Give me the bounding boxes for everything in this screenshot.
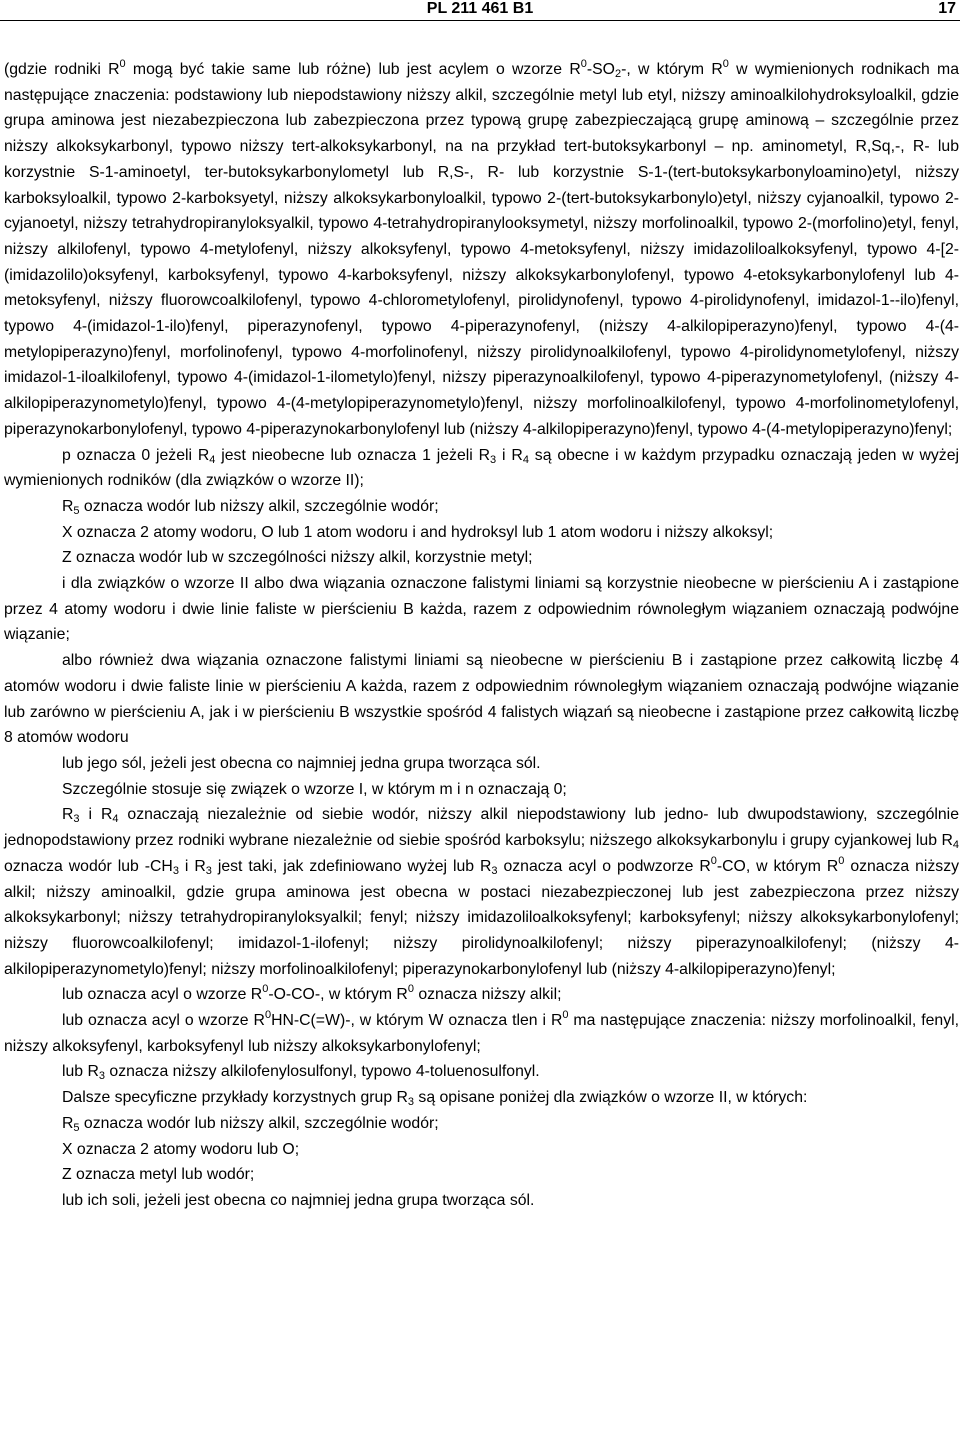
- text-run: lub oznacza acyl o wzorze R: [62, 1012, 265, 1030]
- subscript: 3: [491, 864, 498, 877]
- superscript: 0: [119, 58, 126, 70]
- subscript: 3: [73, 813, 80, 826]
- text-run: są opisane poniżej dla związków o wzorze II, w których:: [414, 1089, 808, 1107]
- subscript: 3: [407, 1096, 415, 1109]
- paragraph-p13: [4, 1059, 959, 1085]
- superscript: 0: [562, 1009, 569, 1022]
- text-run: R: [62, 497, 74, 515]
- page-header: [0, 0, 960, 22]
- paragraph-p4: [4, 520, 959, 546]
- subscript: 3: [172, 864, 179, 877]
- text-run: Z oznacza metyl lub wodór;: [62, 1166, 255, 1184]
- subscript: 4: [952, 839, 959, 852]
- text-run: HN-C(=W)-, w którym W oznacza tlen i R: [271, 1012, 563, 1030]
- header-rule: [0, 20, 960, 21]
- text-run: -CO, w którym R: [716, 857, 839, 875]
- text-run: -SO: [586, 61, 615, 78]
- superscript: 0: [710, 854, 717, 867]
- text-run: i R: [496, 446, 523, 464]
- subscript: 4: [209, 453, 216, 466]
- paragraph-p18: [4, 1188, 959, 1214]
- paragraph-p3: [4, 494, 959, 520]
- paragraph-p8: [4, 751, 959, 777]
- subscript: 3: [490, 453, 497, 466]
- text-run: w wymienionych rodnikach ma następujące znaczenia: podstawiony lub niepodstawiony niższy alkil, szczególnie metyl lub etyl, niższy aminoalkilohydroksyloalkil, gdzie grupa aminowa jest niezabezpieczona lub zabezpieczona przez typową grupę zabezpieczającą grupę aminową – szczególnie przez niższy alkoksykarbonyl, typowo niższy tert-alkoksykarbonyl, na na przykład tert-butoksykarbonyl – np. aminometyl, R,Sq,-, R- lub korzystnie S-1-aminoetyl, ter-butoksykarbonylometyl lub R,S-, R- lub korzystnie S-1-(tert-butoksykarbonyloamino)etyl, niższy karboksyloalkil, typowo 2-karboksyetyl, niższy alkoksykarbonyloalkil, typowo 2-(tert-butoksykarbonylo)etyl, niższy cyjanoalkil, typowo 2-cyjanoetyl, niższy tetrahydropiranyloksyalkil, typowo 4-tetrahydropiranylooksymetyl, niższy morfolinoalkil, typowo 2-(morfolino)etyl, fenyl, niższy alkilofenyl, typowo 4-metylofenyl, niższy alkoksyfenyl, typowo 4-metoksyfenyl, niższy imidazoliloalkoksyfenyl, typowo 4-[2-(imidazolilo)oksyfenyl, karboksyfenyl, typowo 4-karboksyfenyl, niższy alkoksykarbonylofenyl, typowo 4-etoksykarbonylofenyl lub 4-metoksyfenyl, niższy fluorowcoalkilofenyl, typowo 4-chlorometylofenyl, pirolidynofenyl, typowo 4-pirolidynofenyl, imidazol-1--ilo)fenyl, typowo 4-(imidazol-1-ilo)fenyl, piperazynofenyl, typowo 4-piperazynofenyl, (niższy 4-alkilopiperazyno)fenyl, typowo 4-(4-metylopiperazyno)fenyl, morfolinofenyl, typowo 4-morfolinofenyl, niższy pirolidynoalkilofenyl, typowo 4-pirolidynometylofenyl, niższy imidazol-1-iloalkilofenyl, typowo 4-(imidazol-1-ilometylo)fenyl, niższy piperazynoalkilofenyl, typowo 4-piperazynometylofenyl, (niższy 4-alkilopiperazynometylo)fenyl, typowo 4-(4-metylopiperazynometylo)fenyl, niższy morfolinoalkilofenyl, typowo 4-morfolinometylofenyl, piperazynokarbonylofenyl, typowo 4-piperazynokarbonylofenyl lub (niższy 4-alkilopiperazyno)fenyl, typowo 4-(4-metylopiperazyno)fenyl;: [4, 61, 960, 438]
- text-run: jest taki, jak zdefiniowano wyżej lub R: [211, 857, 492, 875]
- paragraph-p14: [4, 1085, 959, 1111]
- subscript: 2: [614, 68, 622, 80]
- superscript: 0: [262, 983, 269, 996]
- text-run: oznacza niższy alkil;: [413, 986, 562, 1004]
- paragraph-p5: [4, 545, 959, 571]
- paragraph-p16: [4, 1137, 959, 1163]
- text-run: oznacza niższy alkil; niższy aminoalkil, gdzie grupa aminowa jest obecna w postaci niezabezpieczonej lub jest zabezpieczona przez niższy alkoksykarbonyl; niższy tetrahydropiranyloksyalkil; fenyl; niższy imidazoliloalkoksyfenyl; karboksyfenyl; niższy alkoksykarbonylofenyl; niższy fluorowcoalkilofenyl; imidazol-1-ilofenyl; niższy pirolidynoalkilofenyl; niższy piperazynoalkilofenyl; (niższy 4-alkilopiperazynometylo)fenyl; niższy morfolinoalkilofenyl; piperazynokarbonylofenyl lub (niższy 4-alkilopiperazyno)fenyl;: [4, 857, 959, 978]
- text-run: -, w którym R: [621, 61, 723, 78]
- text-run: oznacza wodór lub niższy alkil, szczególnie wodór;: [79, 1114, 439, 1132]
- text-run: i R: [178, 857, 206, 875]
- paragraph-p9: [4, 777, 959, 803]
- text-run: albo również dwa wiązania oznaczone falistymi liniami są nieobecne w pierścieniu B i zastąpione przez całkowitą liczbę 4 atomów wodoru i dwie faliste linie w pierścieniu A każda, razem z odpowiednim równoległym wiązaniem oznaczają podwójne wiązanie lub zarówno w pierścieniu A, jak i w pierścieniu B wszystkie spośród 4 falistych wiązań są nieobecne i zastąpione przez całkowitą liczbę 8 atomów wodoru: [4, 652, 959, 747]
- text-run: lub jego sól, jeżeli jest obecna co najmniej jedna grupa tworząca sól.: [62, 754, 541, 772]
- subscript: 4: [522, 453, 529, 466]
- subscript: 3: [98, 1070, 106, 1083]
- superscript: 0: [264, 1009, 272, 1022]
- text-run: oznacza niższy alkilofenylosulfonyl, typowo 4-toluenosulfonyl.: [105, 1063, 540, 1081]
- subscript: 5: [73, 1121, 80, 1134]
- paragraph-p7: [4, 648, 959, 751]
- text-run: oznaczają niezależnie od siebie wodór, niższy alkil niepodstawiony lub jedno- lub dwupodstawiony, szczególnie jednopodstawiony przez rodniki wybrane niezależnie od siebie spośród karboksylu; niższego alkoksykarbonylu i grupy cyjankowej lub R: [4, 806, 959, 850]
- superscript: 0: [407, 983, 414, 996]
- paragraph-p11: [4, 982, 959, 1008]
- paragraph-p2: [4, 443, 959, 494]
- paragraph-p17: [4, 1162, 959, 1188]
- text-run: Dalsze specyficzne przykłady korzystnych grup R: [62, 1089, 408, 1107]
- document-body: [4, 57, 959, 1214]
- subscript: 4: [112, 813, 119, 826]
- text-run: X oznacza 2 atomy wodoru lub O;: [62, 1140, 300, 1158]
- text-run: p oznacza 0 jeżeli R: [62, 446, 210, 464]
- text-run: R: [62, 1114, 74, 1132]
- text-run: R: [62, 806, 74, 824]
- paragraph-p12: [4, 1008, 959, 1059]
- page-number: 17: [938, 0, 956, 17]
- paragraph-p10: [4, 802, 959, 982]
- text-run: Szczególnie stosuje się związek o wzorze I, w którym m i n oznaczają 0;: [62, 780, 567, 798]
- patent-number: PL 211 461 B1: [426, 0, 534, 17]
- text-run: lub oznacza acyl o wzorze R: [62, 986, 263, 1004]
- text-run: lub R: [62, 1063, 99, 1081]
- subscript: 3: [205, 864, 212, 877]
- text-run: są obecne i w każdym przypadku oznaczają jeden w wyżej wymienionych rodników (dla związków o wzorze II);: [4, 446, 959, 490]
- text-run: -O-CO-, w którym R: [268, 986, 408, 1004]
- text-run: i dla związków o wzorze II albo dwa wiązania oznaczone falistymi liniami są korzystnie nieobecne w pierścieniu A i zastąpione przez 4 atomy wodoru i dwie linie faliste w pierścieniu B każda, razem z odpowiednim równoległym wiązaniem oznaczają podwójne wiązanie;: [4, 575, 959, 644]
- superscript: 0: [722, 58, 729, 70]
- paragraph-p6: [4, 571, 959, 648]
- text-run: X oznacza 2 atomy wodoru, O lub 1 atom wodoru i and hydroksyl lub 1 atom wodoru i niższy alkoksyl;: [62, 523, 774, 541]
- text-run: lub ich soli, jeżeli jest obecna co najmniej jedna grupa tworząca sól.: [62, 1191, 535, 1209]
- text-run: mogą być takie same lub różne) lub jest acylem o wzorze R: [125, 61, 581, 78]
- text-run: Z oznacza wodór lub w szczególności niższy alkil, korzystnie metyl;: [62, 549, 533, 567]
- paragraph-p15: [4, 1111, 959, 1137]
- superscript: 0: [580, 58, 587, 70]
- text-run: oznacza wodór lub niższy alkil, szczególnie wodór;: [79, 497, 439, 515]
- text-run: oznacza acyl o podwzorze R: [497, 857, 711, 875]
- text-run: (gdzie rodniki R: [4, 61, 120, 78]
- text-run: jest nieobecne lub oznacza 1 jeżeli R: [215, 446, 491, 464]
- superscript: 0: [838, 854, 845, 867]
- subscript: 5: [73, 504, 80, 517]
- text-run: oznacza wodór lub -CH: [4, 857, 173, 875]
- text-run: ma następujące znaczenia: niższy morfolinoalkil, fenyl, niższy alkoksyfenyl, karboksyfenyl lub niższy alkoksykarbonylofenyl;: [4, 1012, 959, 1055]
- text-run: i R: [79, 806, 113, 824]
- paragraph-p1: [4, 57, 959, 443]
